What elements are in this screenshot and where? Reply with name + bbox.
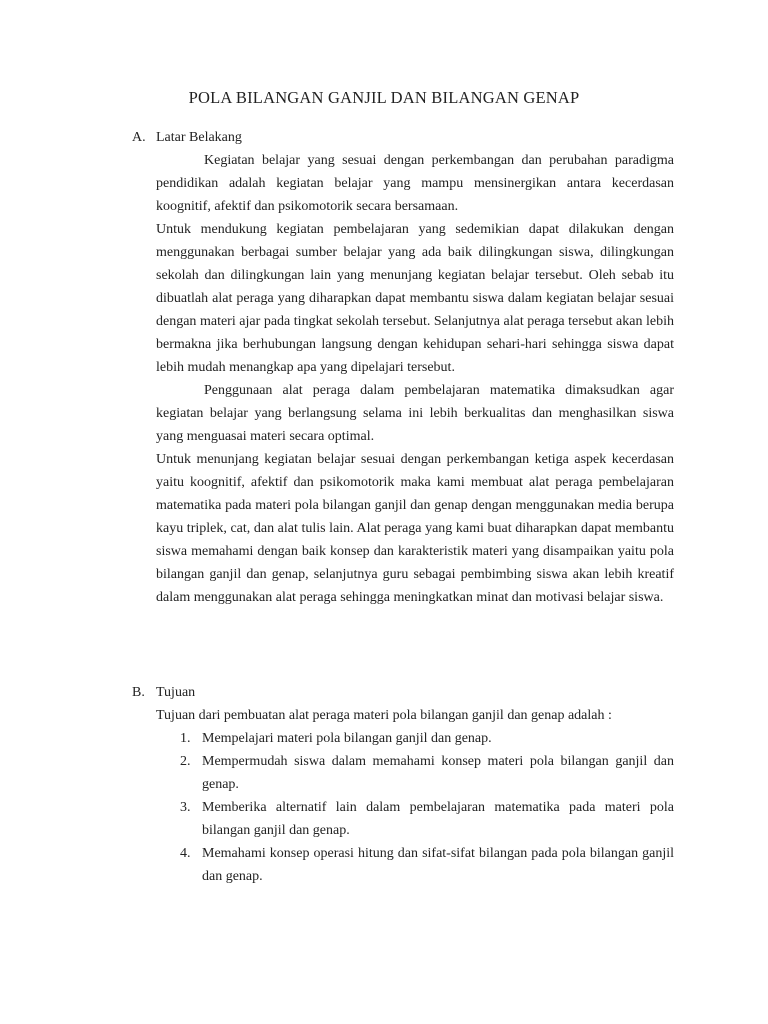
paragraph-a3: Penggunaan alat peraga dalam pembelajaran matematika dimaksudkan agar kegiatan belajar yang berlangsung selama ini lebih berkualitas dan menghasilkan siswa yang menguasai materi secara optimal. xyxy=(156,383,674,444)
list-item-text: Memahami konsep operasi hitung dan sifat-sifat bilangan pada pola bilangan ganjil dan genap. xyxy=(202,846,674,884)
paragraph-a2: Untuk mendukung kegiatan pembelajaran yang sedemikian dapat dilakukan dengan menggunakan berbagai sumber belajar yang ada baik dilingkungan siswa, dilingkungan sekolah dan dilingkungan lain yang menunjang kegiatan belajar tersebut. Oleh sebab itu dibuatlah alat peraga yang diharapkan dapat membantu siswa dalam kegiatan belajar sesuai dengan materi ajar pada tingkat sekolah tersebut. Selanjutnya alat peraga tersebut akan lebih bermakna jika berhubungan langsung dengan kehidupan sehari-hari sehingga siswa dapat lebih mudah menangkap apa yang dipelajari tersebut. xyxy=(156,222,674,375)
list-item-text: Mempermudah siswa dalam memahami konsep materi pola bilangan ganjil dan genap. xyxy=(202,754,674,792)
list-item xyxy=(156,796,674,842)
list-item xyxy=(156,842,674,888)
list-item-number: 3. xyxy=(180,800,191,815)
paragraph-a4: Untuk menunjang kegiatan belajar sesuai dengan perkembangan ketiga aspek kecerdasan yaitu koognitif, afektif dan psikomotorik maka kami membuat alat peraga pembelajaran matematika pada materi pola bilangan ganjil dan genap dengan menggunakan media berupa kayu triplek, cat, dan alat tulis lain. Alat peraga yang kami buat diharapkan dapat membantu siswa memahami dengan baik konsep dan karakteristik materi yang disampaikan yaitu pola bilangan ganjil dan genap, selanjutnya guru sebagai pembimbing siswa akan lebih kreatif dalam menggunakan alat peraga sehingga meningkatkan minat dan motivasi belajar siswa. xyxy=(156,452,674,605)
list-item-number: 1. xyxy=(180,731,191,746)
section-b-title: Tujuan xyxy=(156,685,196,700)
section-a-heading xyxy=(132,128,242,148)
section-a-title: Latar Belakang xyxy=(156,130,242,145)
section-a-letter: A. xyxy=(132,130,146,145)
list-item-number: 2. xyxy=(180,754,191,769)
section-b-intro: Tujuan dari pembuatan alat peraga materi pola bilangan ganjil dan genap adalah : xyxy=(156,708,612,723)
paragraph-a1: Kegiatan belajar yang sesuai dengan perkembangan dan perubahan paradigma pendidikan adalah kegiatan belajar yang mampu mensinergikan antara kecerdasan koognitif, afektif dan psikomotorik secara bersamaan. xyxy=(156,153,674,214)
section-b-letter: B. xyxy=(132,685,145,700)
list-item xyxy=(156,750,674,796)
document-title: POLA BILANGAN GANJIL DAN BILANGAN GENAP xyxy=(188,88,580,107)
tujuan-list xyxy=(156,727,674,888)
list-item xyxy=(156,727,674,750)
list-item-text: Memberika alternatif lain dalam pembelajaran matematika pada materi pola bilangan ganjil dan genap. xyxy=(202,800,674,838)
list-item-text: Mempelajari materi pola bilangan ganjil dan genap. xyxy=(202,731,492,746)
section-b-heading xyxy=(132,683,195,703)
list-item-number: 4. xyxy=(180,846,191,861)
